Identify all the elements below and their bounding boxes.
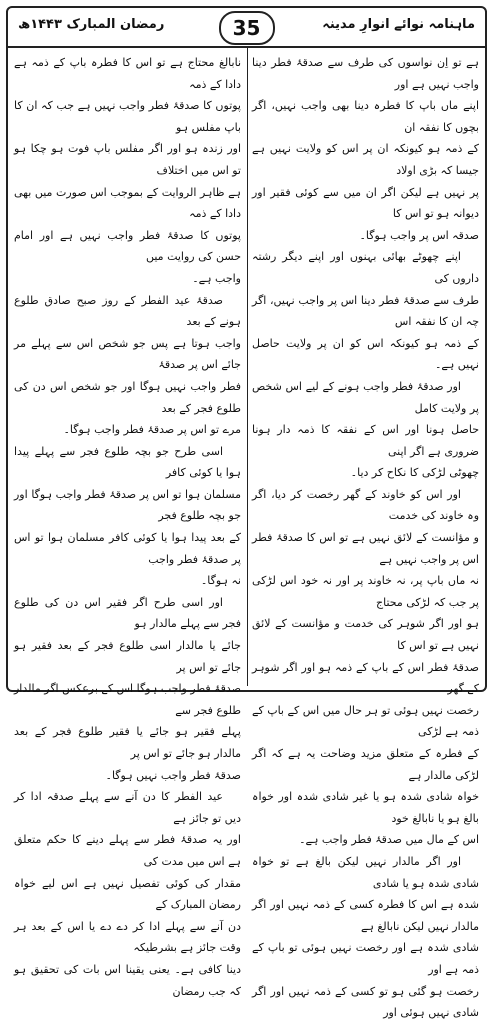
text-line: اور صدقۂ فطر واجب ہونے کے لیے اس شخص پر ولایت کامل — [252, 379, 479, 415]
text-line: اسی طرح جو بچہ طلوع فجر سے پہلے پیدا ہوا یا کوئی کافر — [14, 444, 241, 480]
text-line: اس کے مال میں صدقۂ فطر واجب ہے۔ — [299, 833, 479, 847]
text-line: پر نہیں ہے لیکن اگر ان میں سے کوئی فقیر اور دیوانہ ہو تو اس کا — [252, 185, 479, 221]
text-line: کے بعد پیدا ہوا یا کوئی کافر مسلمان ہوا تو اس پر صدقۂ فطر واجب — [14, 531, 241, 566]
text-line: صدقۂ فطر واجب نہیں ہوگا۔ — [105, 768, 241, 782]
text-line: جائے یا مالدار اسی طلوع فجر کے بعد فقیر ہو جائے تو اس پر — [14, 639, 241, 674]
text-line: صدقۂ فطر واجب ہوگا اس کے برعکس اگر مالدار طلوع فجر سے — [14, 682, 241, 717]
text-line: مقدار کی کوئی تفصیل نہیں ہے اس لیے خواہ رمضان المبارک کے — [14, 876, 241, 912]
text-line: حاصل ہونا اور اس کے نفقہ کا ذمہ دار ہونا ضروری ہے اگر اپنی — [252, 423, 479, 458]
text-line: واجب ہوتا ہے پس جو شخص اس سے پہلے مر جائے اس پر صدقۂ — [14, 336, 241, 372]
magazine-page — [6, 6, 487, 1020]
text-line: واجب ہے۔ — [192, 271, 241, 285]
text-line: دینا کافی ہے۔ یعنی یقینا اس بات کی تحقیق ہو کہ جب رمضان — [14, 962, 241, 998]
text-line: خواہ شادی شدہ ہو یا غیر شادی شدہ اور خواہ بالغ ہو یا نابالغ خود — [252, 790, 479, 825]
text-line: کے ذمہ ہو کیونکہ اس کو ان پر ولایت حاصل نہیں ہے۔ — [252, 336, 479, 372]
column-divider — [247, 48, 248, 686]
text-line: کے ذمہ ہو کیونکہ ان پر اس کو ولایت نہیں ہے جیسا کہ بڑی اولاد — [252, 142, 479, 177]
text-line: مرے تو اس پر صدقۂ فطر واجب ہوگا۔ — [63, 423, 241, 437]
text-line: صدقۂ فطر اس کے باپ کے ذمہ ہو اور اگر شوہر کے گھر — [252, 660, 479, 696]
page-number: 35 — [232, 16, 261, 40]
page-number-badge — [219, 11, 275, 45]
text-line: شدہ ہے اس کا فطرہ کسی کے ذمہ نہیں اور اگر مالدار نہیں لیکن نابالغ ہے — [252, 898, 479, 933]
text-line: صدقہ اس پر واجب ہوگا۔ — [359, 228, 479, 242]
text-line: ہو اور اگر شوہر کی خدمت و مؤانست کے لائق نہیں ہے تو اس کا — [252, 617, 479, 653]
text-line: اپنے ماں باپ کا فطرہ دینا بھی واجب نہیں، اگر بچوں کا نفقہ ان — [252, 99, 479, 134]
text-line: عید الفطر کا دن آنے سے پہلے صدقہ ادا کر دیں تو جائز ہے — [14, 790, 241, 825]
text-line: رخصت ہو گئی ہو تو کسی کے ذمہ نہیں اور اگر شادی نہیں ہوئی اور — [252, 984, 479, 1020]
text-line: ہے ظاہر الروایت کے بموجب اس صورت میں بھی دادا کے ذمہ — [14, 185, 241, 221]
text-line: پوتوں کا صدقۂ فطر واجب نہیں ہے جب کہ ان کا باپ مفلس ہو — [14, 99, 241, 134]
text-line: اور اگر مالدار نہیں لیکن بالغ ہے تو خواہ شادی شدہ ہو یا شادی — [252, 854, 479, 890]
text-line: رخصت نہیں ہوئی تو ہر حال میں اس کے باپ کے ذمہ ہے لڑکی — [252, 703, 479, 739]
page-header — [8, 8, 485, 48]
issue-date: رمضان المبارک ۱۴۴۳ھ — [18, 17, 165, 32]
text-line: فطر واجب نہیں ہوگا اور جو شخص اس دن کی طلوع فجر کے بعد — [14, 379, 241, 415]
magazine-title: ماہنامہ نوائے انوارِ مدینہ — [322, 17, 475, 32]
text-line: دن آنے سے پہلے ادا کر دے دے یا اس کے بعد ہر وقت جائز ہے بشرطیکہ — [14, 919, 241, 955]
text-line: پوتوں کا صدقۂ فطر واجب نہیں ہے اور امام حسن کی روایت میں — [14, 228, 241, 264]
text-line: اور اس کو خاوند کے گھر رخصت کر دیا، اگر وہ خاوند کی خدمت — [252, 487, 479, 523]
text-line: نہ ماں باپ پر، نہ خاوند پر اور نہ خود اس لڑکی پر جب کہ لڑکی محتاج — [252, 574, 479, 609]
text-line: و مؤانست کے لائق نہیں ہے تو اس کا صدقۂ فطر اس پر واجب نہیں ہے — [252, 531, 479, 566]
text-line: طرف سے صدقۂ فطر دینا اس پر واجب نہیں، اگر چہ ان کا نفقہ اس — [252, 293, 479, 329]
text-line: ہے تو اِن نواسوں کی طرف سے صدقۂ فطر دینا واجب نہیں ہے اور — [252, 56, 479, 91]
text-line: نہ ہوگا۔ — [200, 574, 241, 588]
text-line: اور یہ صدقۂ فطر سے پہلے دینے کا حکم متعلق ہے اس میں مدت کی — [14, 833, 241, 868]
text-line: اور زندہ ہو اور اگر مفلس باپ فوت ہو چکا ہو تو اس میں اختلاف — [14, 142, 241, 177]
text-line: صدقۂ عید الفطر کے روز صبح صادق طلوع ہونے کے بعد — [14, 293, 241, 329]
text-line: اور اسی طرح اگر فقیر اس دن کی طلوع فجر سے پہلے مالدار ہو — [14, 595, 241, 631]
text-line: چھوٹی لڑکی کا نکاح کر دیا۔ — [350, 466, 479, 480]
right-column — [252, 52, 479, 1020]
text-line: اپنے چھوٹے بھائی بہنوں اور اپنے دیگر رشتہ داروں کی — [252, 250, 479, 285]
left-column — [14, 52, 241, 998]
text-line: مسلمان ہوا تو اس پر صدقۂ فطر واجب ہوگا اور جو بچہ طلوع فجر — [14, 487, 241, 523]
text-line: پہلے فقیر ہو جائے یا فقیر طلوع فجر کے بعد مالدار ہو جائے تو اس پر — [14, 725, 241, 760]
text-line: کے فطرہ کے متعلق مزید وضاحت یہ ہے کہ اگر لڑکی مالدار ہے — [252, 747, 479, 782]
text-line: نابالغ محتاج ہے تو اس کا فطرہ باپ کے ذمہ ہے دادا کے ذمہ — [14, 56, 241, 91]
text-line: شادی شدہ ہے اور رخصت نہیں ہوئی تو باپ کے ذمہ ہے اور — [252, 941, 479, 976]
